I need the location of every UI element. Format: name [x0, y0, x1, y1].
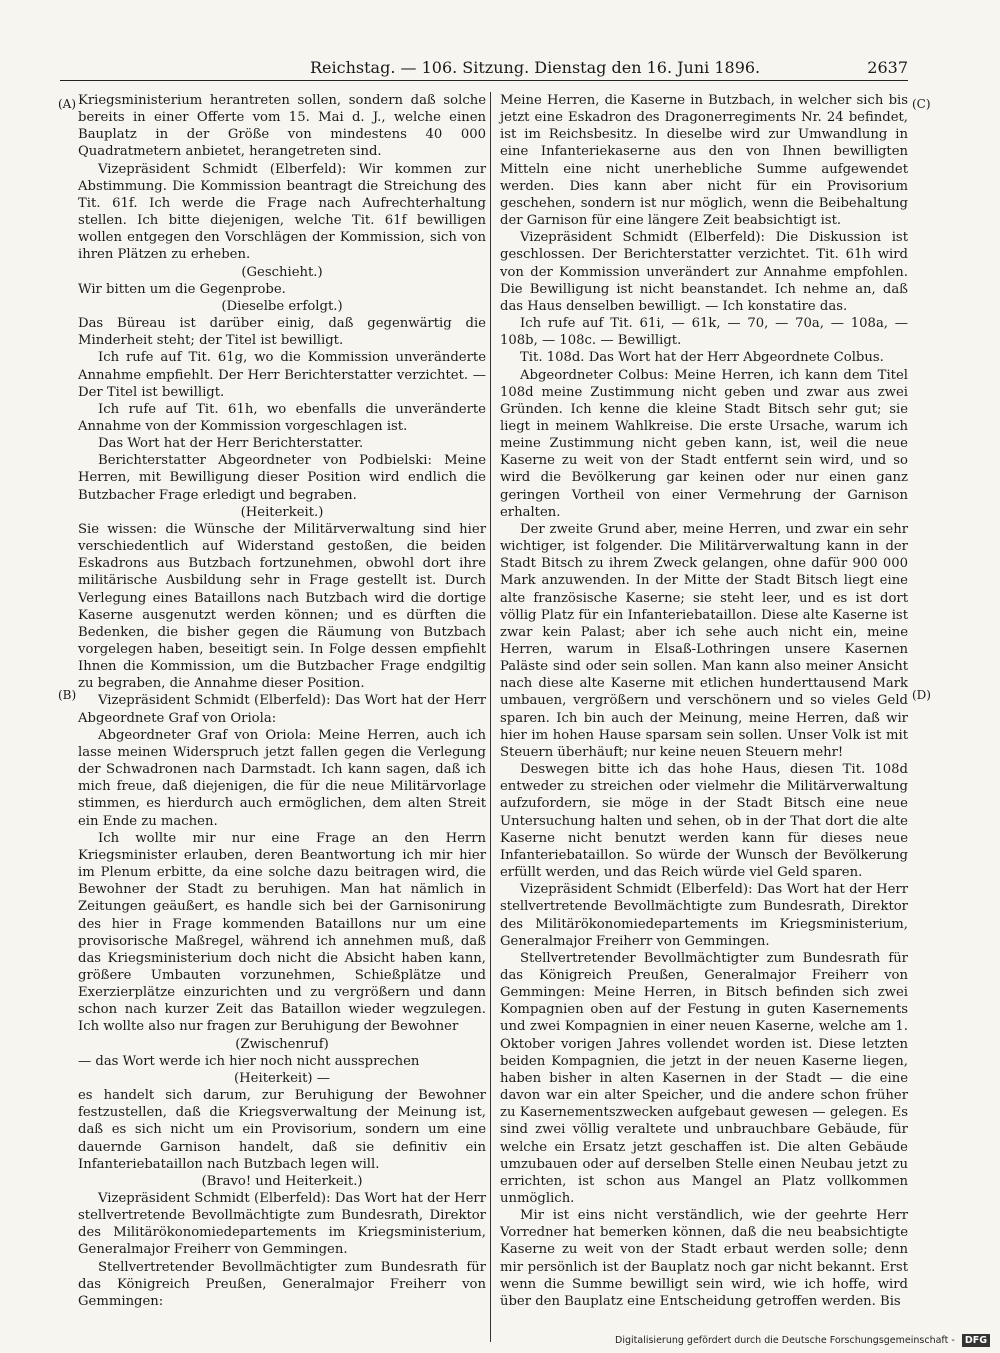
paragraph: Abgeordneter Colbus: Meine Herren, ich kann dem Titel 108d meine Zustimmung nicht geben und zwar aus zwei Gründen. Ich kenne die kleine Stadt Bitsch sehr gut; sie liegt in meinem Wahlkreise. Die erste Ursache, warum ich meine Zustimmung nicht geben kann, ist, weil die neue Kaserne zu weit von der Stadt entfernt sein wird, und so wird die Bevölkerung gar keinen oder nur einen ganz geringen Vortheil von einer Vermehrung der Garnison erhalten.	[500, 367, 908, 520]
paragraph: Meine Herren, die Kaserne in Butzbach, in welcher sich bis jetzt eine Eskadron des Dragonerregiments Nr. 24 befindet, ist im Reichsbesitz. In dieselbe wird zur Umwandlung in eine Infanteriekaserne aus den von Ihnen bewilligten Mitteln eine nicht unerhebliche Summe aufgewendet werden. Dies kann aber nicht für ein Provisorium geschehen, sondern ist nur möglich, wenn die Beibehaltung der Garnison für eine längere Zeit beabsichtigt ist.	[500, 93, 908, 229]
paragraph: (Heiterkeit.)	[240, 504, 324, 520]
paragraph: Stellvertretender Bevollmächtigter zum Bundesrath für das Königreich Preußen, Generalmajor Freiherr von Gemmingen: Meine Herren, in Bitsch befinden sich zwei Kompagnien oben auf der Festung in guten Kasernements und zwei Kompagnien in einer neuen Kaserne, welche am 1. Oktober vorigen Jahres vollendet worden ist. Diese letzten beiden Kompagnien, die jetzt in der neuen Kaserne liegen, haben bisher in alten Kasernen in der Stadt — die eine davon war ein alter Speicher, und die andere schon früher zu Kasernementszwecken aufgebaut gewesen — gelegen. Es sind zwei völlig veraltete und unbrauchbare Gebäude, für welche ein Ersatz jetzt geschaffen ist. Die alten Gebäude umzubauen oder auf derselben Stelle einen Neubau jetzt zu errichten, ist schon aus Mangel an Platz vollkommen unmöglich.	[500, 950, 908, 1206]
paragraph: Berichterstatter Abgeordneter von Podbielski: Meine Herren, mit Bewilligung dieser Position wird endlich die Butzbacher Frage erledigt und begraben.	[78, 453, 486, 503]
paragraph: (Zwischenruf)	[235, 1036, 329, 1052]
dfg-logo: DFG	[962, 1334, 990, 1347]
paragraph: Stellvertretender Bevollmächtigter zum Bundesrath für das Königreich Preußen, Generalmajor Freiherr von Gemmingen:	[78, 1259, 486, 1309]
paragraph: Das Büreau ist darüber einig, daß gegenwärtig die Minderheit steht; der Titel ist bewilligt.	[78, 316, 486, 349]
paragraph: Vizepräsident Schmidt (Elberfeld): Das Wort hat der Herr stellvertretende Bevollmächtigte zum Bundesrath, Direktor des Militärökonomiedepartements im Kriegsministerium, Generalmajor Freiherr von Gemmingen.	[500, 882, 908, 949]
paragraph: (Geschieht.)	[241, 264, 323, 280]
margin-marker-d: (D)	[912, 688, 931, 702]
left-column	[78, 92, 486, 1310]
footer	[615, 1334, 990, 1347]
paragraph: Der zweite Grund aber, meine Herren, und zwar ein sehr wichtiger, ist folgender. Die Militärverwaltung kann in der Stadt Bitsch zu ihrem Zweck gelangen, ohne dafür 900 000 Mark anzuwenden. In der Mitte der Stadt Bitsch liegt eine alte französische Kaserne; sie steht leer, und es ist dort völlig Platz für ein Infanteriebataillon. Diese alte Kaserne ist zwar kein Palast; aber ich sehe auch nicht ein, meine Herren, warum in Elsaß-Lothringen unsere Kasernen Paläste sind oder sein sollen. Man kann also meiner Ansicht nach diese alte Kaserne mit etlichen hunderttausend Mark umbauen, vergrößern und verschönern und so vieles Geld sparen. Ich bin auch der Meinung, meine Herren, daß wir hier im hohen Hause sparsam sein sollen. Unser Volk ist mit Steuern überhäuft; nur keine neuen Steuern mehr!	[500, 521, 908, 760]
margin-marker-a: (A)	[58, 97, 77, 111]
page-header	[60, 58, 908, 80]
header-rule	[60, 80, 908, 81]
paragraph: (Bravo! und Heiterkeit.)	[201, 1173, 363, 1189]
paragraph: Vizepräsident Schmidt (Elberfeld): Das Wort hat der Herr stellvertretende Bevollmächtigte zum Bundesrath, Direktor des Militärökonomiedepartements im Kriegsministerium, Generalmajor Freiherr von Gemmingen.	[78, 1191, 486, 1258]
paragraph: Vizepräsident Schmidt (Elberfeld): Die Diskussion ist geschlossen. Der Berichterstatter verzichtet. Tit. 61h wird von der Kommission unverändert zur Annahme empfohlen. Die Bewilligung ist nicht beanstandet. Ich nehme an, daß das Haus denselben bewilligt. — Ich konstatire das.	[500, 230, 908, 314]
paragraph: Tit. 108d. Das Wort hat der Herr Abgeordnete Colbus.	[520, 350, 884, 366]
footer-text: Digitalisierung gefördert durch die Deutsche Forschungsgemeinschaft -	[615, 1335, 955, 1346]
right-column	[500, 92, 908, 1310]
margin-marker-b: (B)	[58, 688, 77, 702]
paragraph: Ich rufe auf Tit. 61i, — 61k, — 70, — 70a, — 108a, — 108b, — 108c. — Bewilligt.	[500, 316, 908, 349]
paragraph: Vizepräsident Schmidt (Elberfeld): Das Wort hat der Herr Abgeordnete Graf von Oriola:	[78, 693, 486, 726]
paragraph: Kriegsministerium herantreten sollen, sondern daß solche bereits in einer Offerte vom 15. Mai d. J., welche einen Bauplatz in der Größe von mindestens 40 000 Quadratmetern anbietet, herangetreten sind.	[78, 93, 486, 160]
paragraph: Deswegen bitte ich das hohe Haus, diesen Tit. 108d entweder zu streichen oder vielmehr die Militärverwaltung aufzufordern, sie möge in der Stadt Bitsch eine neue Untersuchung halten und sehen, ob in der That dort die alte Kaserne nicht benutzt werden kann für dieses neue Infanteriebataillon. So würde der Wunsch der Bevölkerung erfüllt werden, und das Reich würde viel Geld sparen.	[500, 762, 908, 881]
margin-marker-c: (C)	[912, 97, 931, 111]
paragraph: Ich wollte mir nur eine Frage an den Herrn Kriegsminister erlauben, deren Beantwortung ich mir hier im Plenum erbitte, da eine solche dazu beitragen wird, die Bewohner der Stadt zu beruhigen. Man hat nämlich in Zeitungen geäußert, es handle sich bei der Garnisonirung des hier in Frage kommenden Bataillons nur um eine provisorische Maßregel, während ich annehmen muß, daß das Kriegsministerium doch nicht die Absicht haben kann, größere Umbauten vorzunehmen, Schießplätze und Exerzierplätze einzurichten und zu vergrößern und dann schon nach kurzer Zeit das Bataillon wieder wegzulegen. Ich wollte also nur fragen zur Beruhigung der Bewohner	[78, 830, 486, 1035]
column-divider	[490, 92, 491, 1342]
page-number: 2637	[867, 58, 908, 77]
paragraph: Abgeordneter Graf von Oriola: Meine Herren, auch ich lasse meinen Widerspruch jetzt fallen gegen die Verlegung der Schwadronen nach Darmstadt. Ich kann sagen, daß ich mich freue, daß diejenigen, die für die neue Militärvorlage stimmen, es hierdurch auch ermöglichen, dem alten Streit ein Ende zu machen.	[78, 727, 486, 829]
paragraph: Mir ist eins nicht verständlich, wie der geehrte Herr Vorredner hat bemerken können, daß die neu beabsichtigte Kaserne zu weit von der Stadt erbaut werden solle; denn mir persönlich ist der Bauplatz noch gar nicht bekannt. Erst wenn die Summe bewilligt sein wird, wie ich hoffe, wird über den Bauplatz eine Entscheidung getroffen werden. Bis	[500, 1208, 908, 1309]
paragraph: Vizepräsident Schmidt (Elberfeld): Wir kommen zur Abstimmung. Die Kommission beantragt die Streichung des Tit. 61f. Ich werde die Frage nach Aufrechterhaltung stellen. Ich bitte diejenigen, welche Tit. 61f bewilligen wollen entgegen den Vorschlägen der Kommission, sich von ihren Plätzen zu erheben.	[78, 161, 486, 263]
paragraph: Sie wissen: die Wünsche der Militärverwaltung sind hier verschiedentlich auf Widerstand gestoßen, die beiden Eskadrons aus Butzbach fortzunehmen, obwohl dort ihre militärische Ausbildung sehr in Frage gestellt ist. Durch Verlegung eines Bataillons nach Butzbach wird die dortige Kaserne ausgenutzt werden können; und es dürften die Bedenken, die bisher gegen die Räumung von Butzbach vorgelegen haben, beseitigt sein. In Folge dessen empfiehlt Ihnen die Kommission, um die Butzbacher Frage endgiltig zu begraben, die Annahme dieser Position.	[78, 521, 486, 692]
paragraph: (Dieselbe erfolgt.)	[221, 298, 343, 314]
paragraph: Ich rufe auf Tit. 61g, wo die Kommission unveränderte Annahme empfiehlt. Der Herr Berichterstatter verzichtet. — Der Titel ist bewilligt.	[78, 350, 486, 400]
paragraph: Das Wort hat der Herr Berichterstatter.	[98, 436, 364, 452]
paragraph: es handelt sich darum, zur Beruhigung der Bewohner festzustellen, daß die Kriegsverwaltung der Meinung ist, daß es sich nicht um ein Provisorium, sondern um eine dauernde Garnison handelt, daß sie definitiv ein Infanteriebataillon nach Butzbach legen will.	[78, 1088, 486, 1172]
paragraph: Wir bitten um die Gegenprobe.	[78, 281, 286, 297]
paragraph: — das Wort werde ich hier noch nicht aussprechen	[78, 1053, 420, 1069]
running-title: Reichstag. — 106. Sitzung. Dienstag den 16. Juni 1896.	[310, 58, 761, 77]
paragraph: Ich rufe auf Tit. 61h, wo ebenfalls die unveränderte Annahme von der Kommission vorgeschlagen ist.	[78, 401, 486, 434]
paragraph: (Heiterkeit) —	[234, 1070, 330, 1086]
